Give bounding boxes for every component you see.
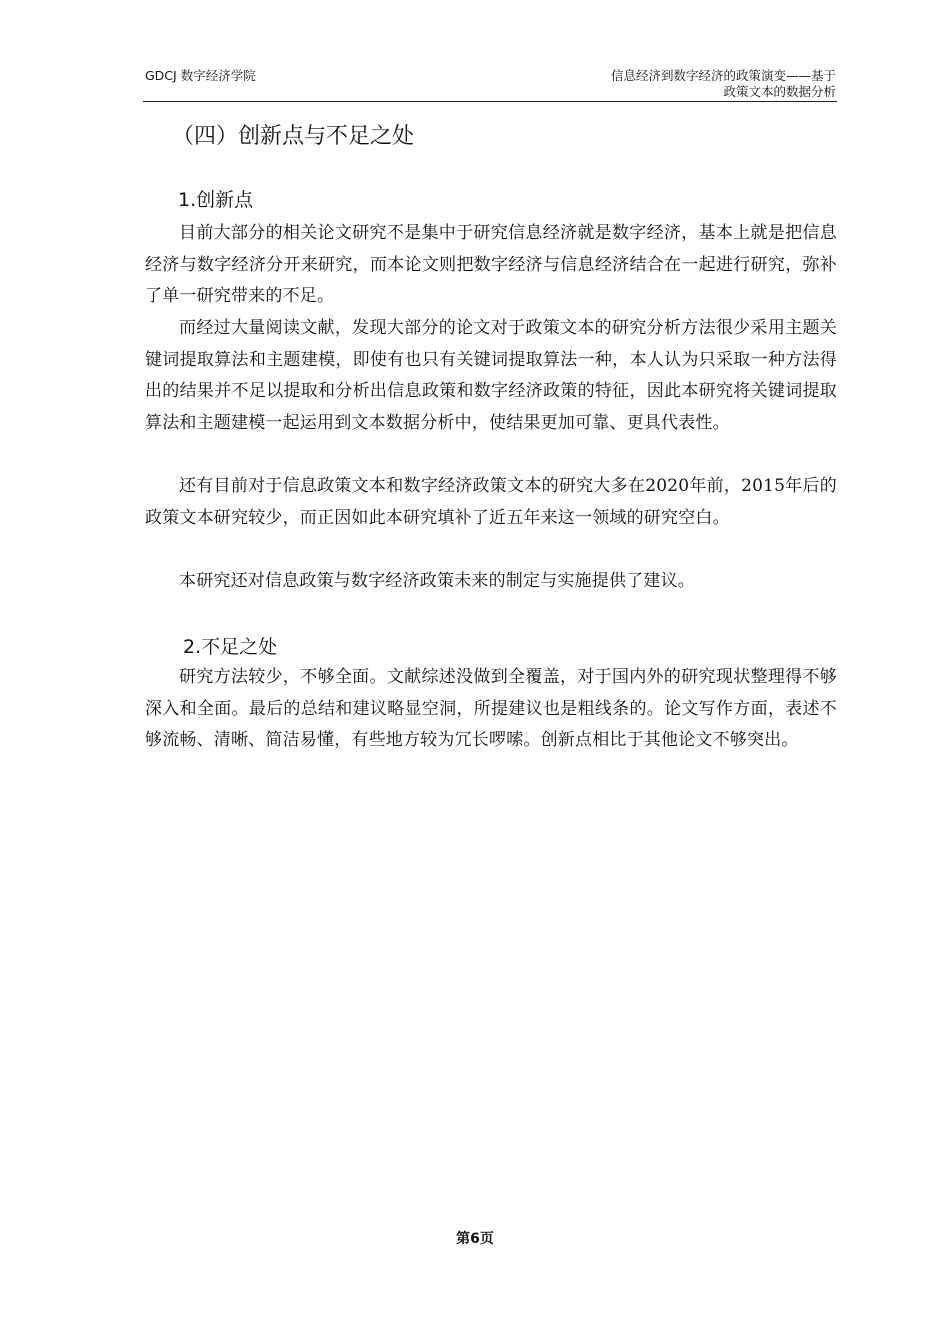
header-right-title xyxy=(536,68,836,100)
header-left-label: GDCJ 数字经济学院 xyxy=(145,68,256,83)
page-number: 第6页 xyxy=(456,1231,494,1247)
paragraph: 而经过大量阅读文献，发现大部分的论文对于政策文本的研究分析方法很少采用主题关键词提取算法和主题建模，即使有也只有关键词提取算法一种，本人认为只采取一种方法得出的结果并不足以提取和分析出信息政策和数字经济政策的特征，因此本研究将关键词提取算法和主题建模一起运用到文本数据分析中，使结果更加可靠、更具代表性。 xyxy=(145,318,837,433)
header-title-line-1: 信息经济到数字经济的政策演变——基于 xyxy=(610,68,836,83)
header-divider xyxy=(143,101,837,102)
subsection-heading-innovation: 1.创新点 xyxy=(178,189,254,211)
paragraph: 目前大部分的相关论文研究不是集中于研究信息经济就是数字经济，基本上就是把信息经济与数字经济分开来研究，而本论文则把数字经济与信息经济结合在一起进行研究，弥补了单一研究带来的不足。 xyxy=(145,223,837,306)
header-title-line-2: 政策文本的数据分析 xyxy=(723,84,836,99)
paragraph: 还有目前对于信息政策文本和数字经济政策文本的研究大多在2020年前，2015年后的政策文本研究较少，而正因如此本研究填补了近五年来这一领域的研究空白。 xyxy=(145,476,837,528)
paragraph: 本研究还对信息政策与数字经济政策未来的制定与实施提供了建议。 xyxy=(179,571,695,591)
subsection-heading-shortcomings: 2.不足之处 xyxy=(183,636,278,658)
paragraph: 研究方法较少，不够全面。文献综述没做到全覆盖，对于国内外的研究现状整理得不够深入和全面。最后的总结和建议略显空洞，所提建议也是粗线条的。论文写作方面，表述不够流畅、清晰、简洁易懂，有些地方较为冗长啰嗦。创新点相比于其他论文不够突出。 xyxy=(145,667,837,750)
section-heading: （四）创新点与不足之处 xyxy=(172,124,415,149)
